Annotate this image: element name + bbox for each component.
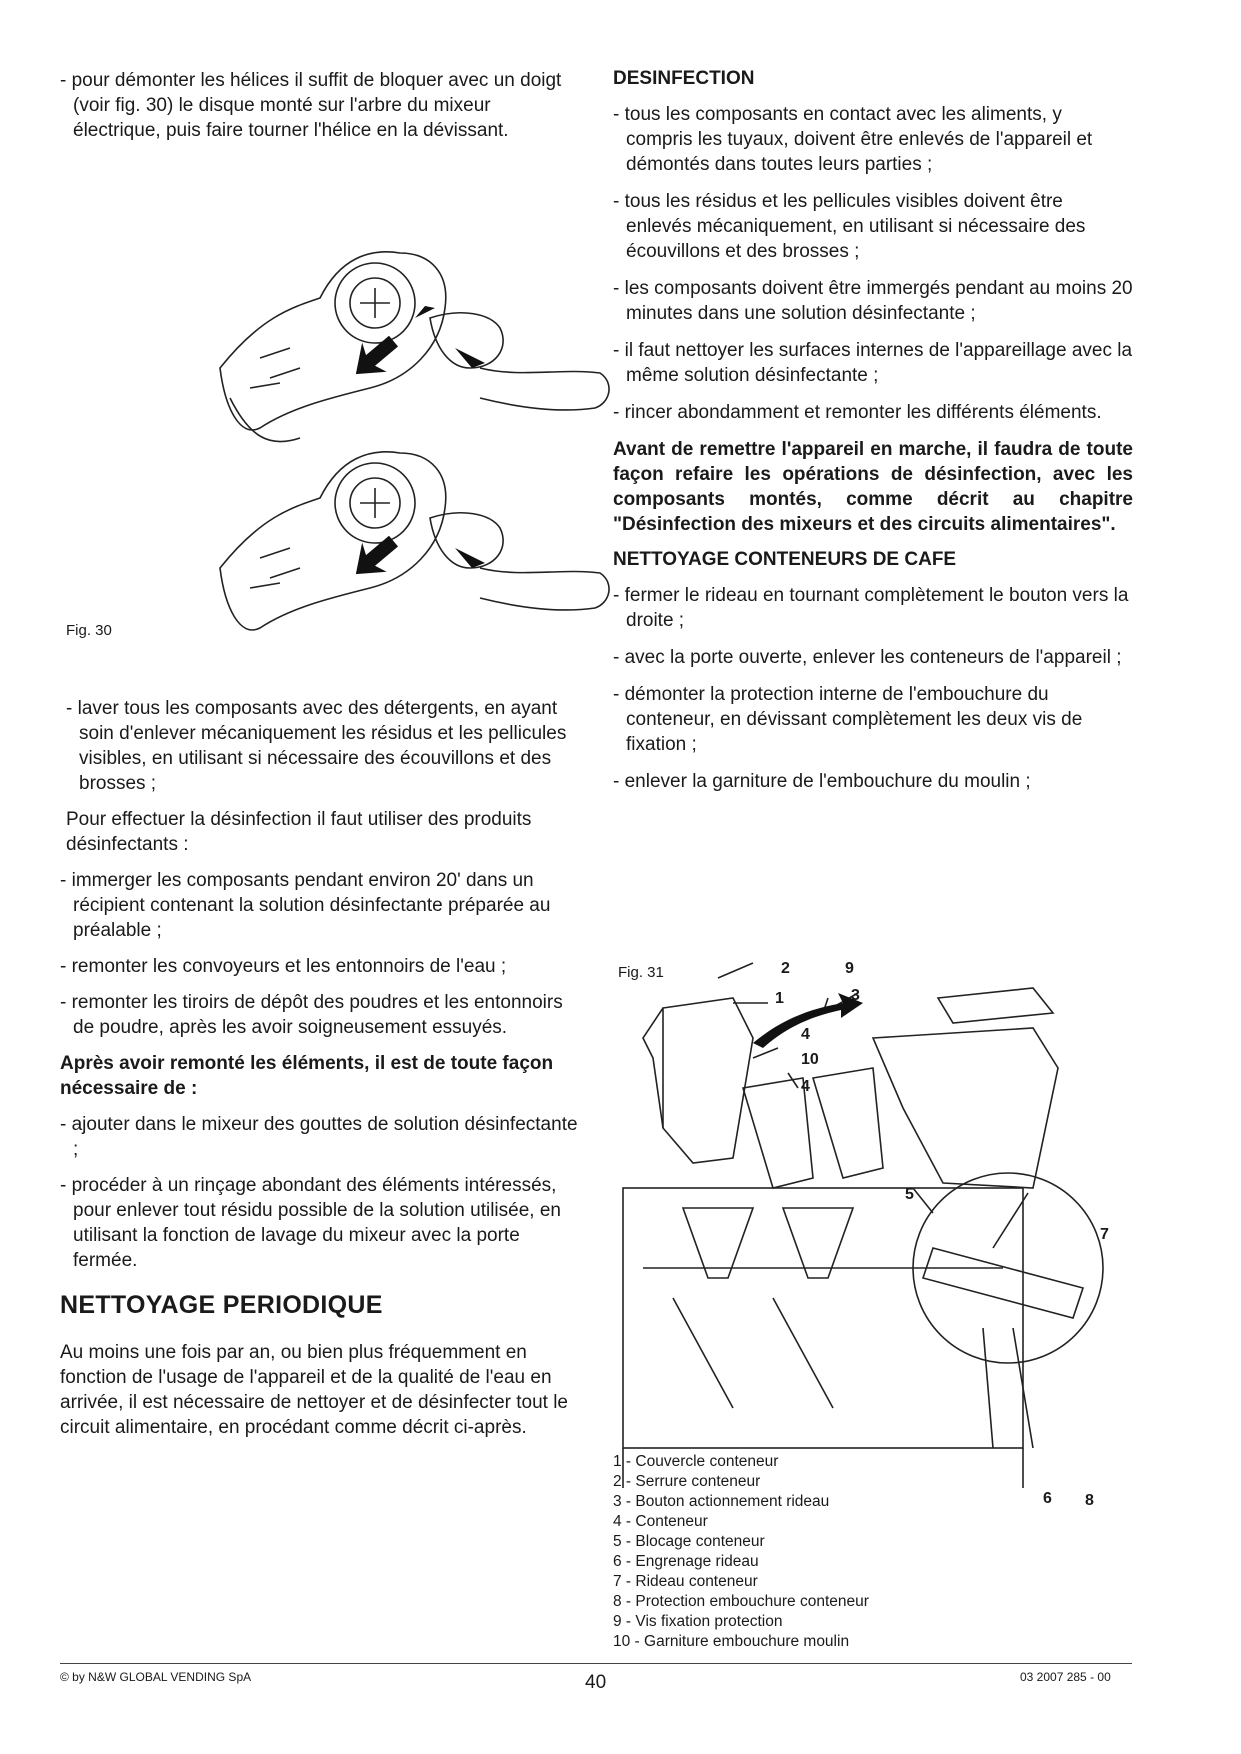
callout-7: 7 [1100,1226,1109,1243]
container-bullet-3: - démonter la protection interne de l'embouchure du conteneur, en dévissant complètement les deux vis de fixation ; [613,684,1083,755]
container-bullet-2: - avec la porte ouverte, enlever les conteneurs de l'appareil ; [613,647,1122,668]
restart-warning: Avant de remettre l'appareil en marche, il faudra de toute façon refaire les opérations de désinfection, avec les composants montés, comme décrit au chapitre "Désinfection des mixeurs et des circuits alimentaires". [613,439,1133,535]
left-lower-text [60,696,582,1451]
disinfection-bullet-4: - il faut nettoyer les surfaces internes de l'appareillage avec la même solution désinfectante ; [613,340,1133,386]
disinfection-bullet-1: - tous les composants en contact avec les aliments, y compris les tuyaux, doivent être enlevés de l'appareil et démontés dans toutes leurs parties ; [613,104,1093,175]
callout-2: 2 [781,960,790,977]
figure-31-legend [613,1452,869,1652]
legend-item: 7 - Rideau conteneur [613,1573,758,1590]
legend-item: 1 - Couvercle conteneur [613,1453,779,1470]
wash-bullet: - laver tous les composants avec des détergents, en ayant soin d'enlever mécaniquement les résidus et les pellicules visibles, en utilisant si nécessaire des écouvillons et des brosses ; [66,698,567,794]
legend-item: 6 - Engrenage rideau [613,1553,759,1570]
disinfection-bullet-5: - rincer abondamment et remonter les différents éléments. [613,402,1102,423]
legend-item: 5 - Blocage conteneur [613,1533,765,1550]
immerse-bullet: - immerger les composants pendant environ 20' dans un récipient contenant la solution désinfectante préparée au préalable ; [60,870,551,941]
footer-copyright: © by N&W GLOBAL VENDING SpA [60,1670,252,1684]
document-reference: 03 2007 285 - 00 [1020,1670,1111,1684]
reassemble-drawers-bullet: - remonter les tiroirs de dépôt des poudres et les entonnoirs de poudre, après les avoir soigneusement essuyés. [60,992,563,1038]
callout-6: 6 [1043,1490,1052,1507]
right-text [613,68,1133,794]
figure-30-caption: Fig. 30 [66,622,112,639]
intro-bullet: - pour démonter les hélices il suffit de bloquer avec un doigt (voir fig. 30) le disque monté sur l'arbre du mixeur électrique, puis faire tourner l'hélice en la dévissant. [60,70,562,141]
disinfection-bullet-3: - les composants doivent être immergés pendant au moins 20 minutes dans une solution désinfectante ; [613,278,1133,324]
callout-8: 9 [845,960,854,977]
container-bullet-1: - fermer le rideau en tournant complètement le bouton vers la droite ; [613,585,1129,631]
after-reassembly-note: Après avoir remonté les éléments, il est de toute façon nécessaire de : [60,1053,554,1099]
footer-divider [60,1663,1132,1664]
periodic-cleaning-heading: NETTOYAGE PERIODIQUE [60,1291,383,1319]
figure-31 [613,888,1133,1518]
disinfection-heading: DESINFECTION [613,68,755,89]
legend-item: 4 - Conteneur [613,1513,708,1530]
figure-30-illustration [200,198,630,638]
callout-4b: 4 [801,1078,810,1095]
callout-1: 1 [775,990,784,1007]
callout-4a: 4 [801,1026,810,1043]
callout-5: 5 [905,1186,914,1203]
legend-item: 10 - Garniture embouchure moulin [613,1633,850,1650]
disinfection-bullet-2: - tous les résidus et les pellicules visibles doivent être enlevés mécaniquement, en utilisant si nécessaire des écouvillons et des brosses ; [613,191,1086,262]
disinfect-intro: Pour effectuer la désinfection il faut utiliser des produits désinfectants : [66,809,532,855]
rinse-bullet: - procéder à un rinçage abondant des éléments intéressés, pour enlever tout résidu possible de la solution utilisée, en utilisant la fonction de lavage du mixeur avec la porte fermée. [60,1175,561,1271]
container-bullet-4: - enlever la garniture de l'embouchure du moulin ; [613,771,1031,792]
add-solution-bullet: - ajouter dans le mixeur des gouttes de solution désinfectante ; [60,1114,578,1160]
page-number: 40 [585,1672,607,1693]
legend-item: 3 - Bouton actionnement rideau [613,1493,830,1510]
figure-31-illustration [613,948,1133,1518]
figure-31-caption: Fig. 31 [618,964,664,981]
callout-10: 10 [801,1051,819,1068]
reassemble-conveyors-bullet: - remonter les convoyeurs et les entonnoirs de l'eau ; [60,956,507,977]
legend-item: 9 - Vis fixation protection [613,1613,783,1630]
callout-9: 8 [1085,1492,1094,1509]
legend-item: 8 - Protection embouchure conteneur [613,1593,869,1610]
callout-3: 3 [851,987,860,1004]
periodic-cleaning-text: Au moins une fois par an, ou bien plus fréquemment en fonction de l'usage de l'appareil et de la qualité de l'eau en arrivée, il est nécessaire de nettoyer et de désinfecter tout le circuit alimentaire, en procédant comme décrit ci-après. [60,1342,568,1438]
legend-item: 2 - Serrure conteneur [613,1473,761,1490]
coffee-container-heading: NETTOYAGE CONTENEURS DE CAFE [613,549,957,570]
